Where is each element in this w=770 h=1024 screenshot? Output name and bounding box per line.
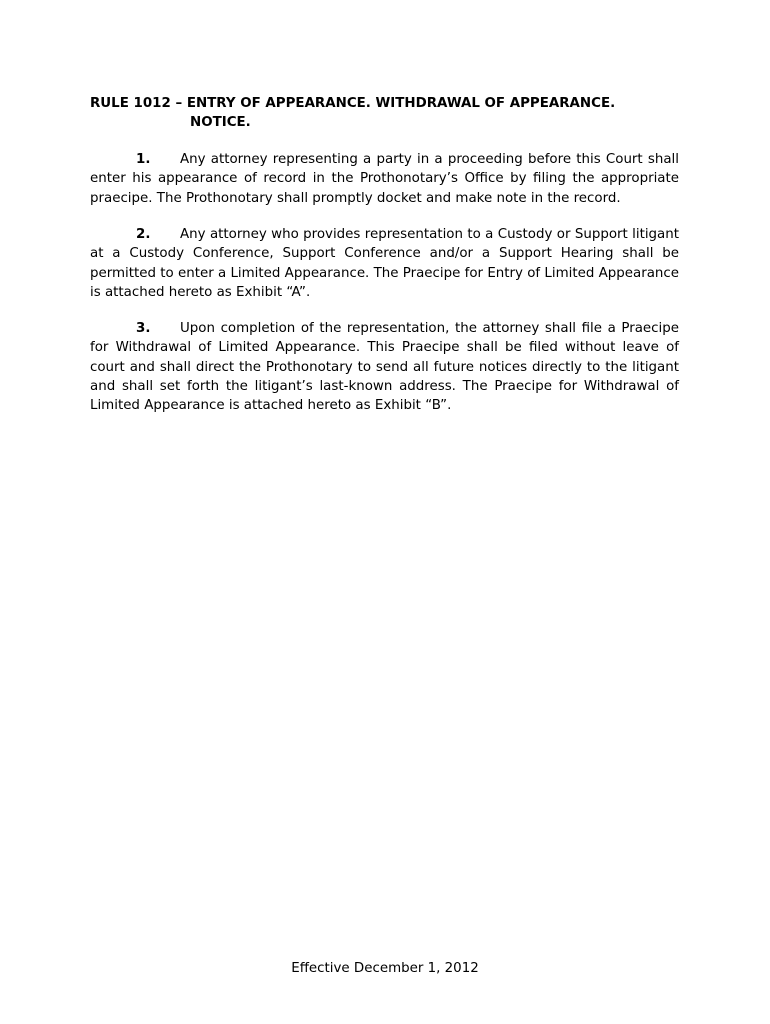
paragraph-text: Any attorney representing a party in a proceeding before this Court shall enter his appearance of record in the Prothonotary’s Office by filing the appropriate praecipe. The Prothonotary shall promptly docket and make note in the record. [90, 152, 679, 206]
paragraph-text: Upon completion of the representation, the attorney shall file a Praecipe for Withdrawal of Limited Appearance. This Praecipe shall be filed without leave of court and shall direct the Prothonotary to send all future notices directly to the litigant and shall set forth the litigant’s last-known address. The Praecipe for Withdrawal of Limited Appearance is attached hereto as Exhibit “B”. [90, 321, 679, 414]
paragraph-2 [90, 225, 679, 302]
paragraph-number: 3. [136, 321, 151, 336]
paragraph-3 [90, 319, 679, 415]
paragraph-text: Any attorney who provides representation to a Custody or Support litigant at a Custody Conference, Support Conference and/or a Support Hearing shall be permitted to enter a Limited Appearance. The Praecipe for Entry of Limited Appearance is attached hereto as Exhibit “A”. [90, 227, 679, 300]
paragraph-number: 2. [136, 227, 151, 242]
paragraph-1 [90, 150, 679, 208]
rule-title-line-2: NOTICE. [190, 115, 251, 130]
rule-title-line-1: RULE 1012 – ENTRY OF APPEARANCE. WITHDRAWAL OF APPEARANCE. [90, 96, 616, 111]
paragraph-number: 1. [136, 152, 151, 167]
effective-date-footer: Effective December 1, 2012 [291, 961, 479, 976]
rule-title [90, 94, 690, 132]
